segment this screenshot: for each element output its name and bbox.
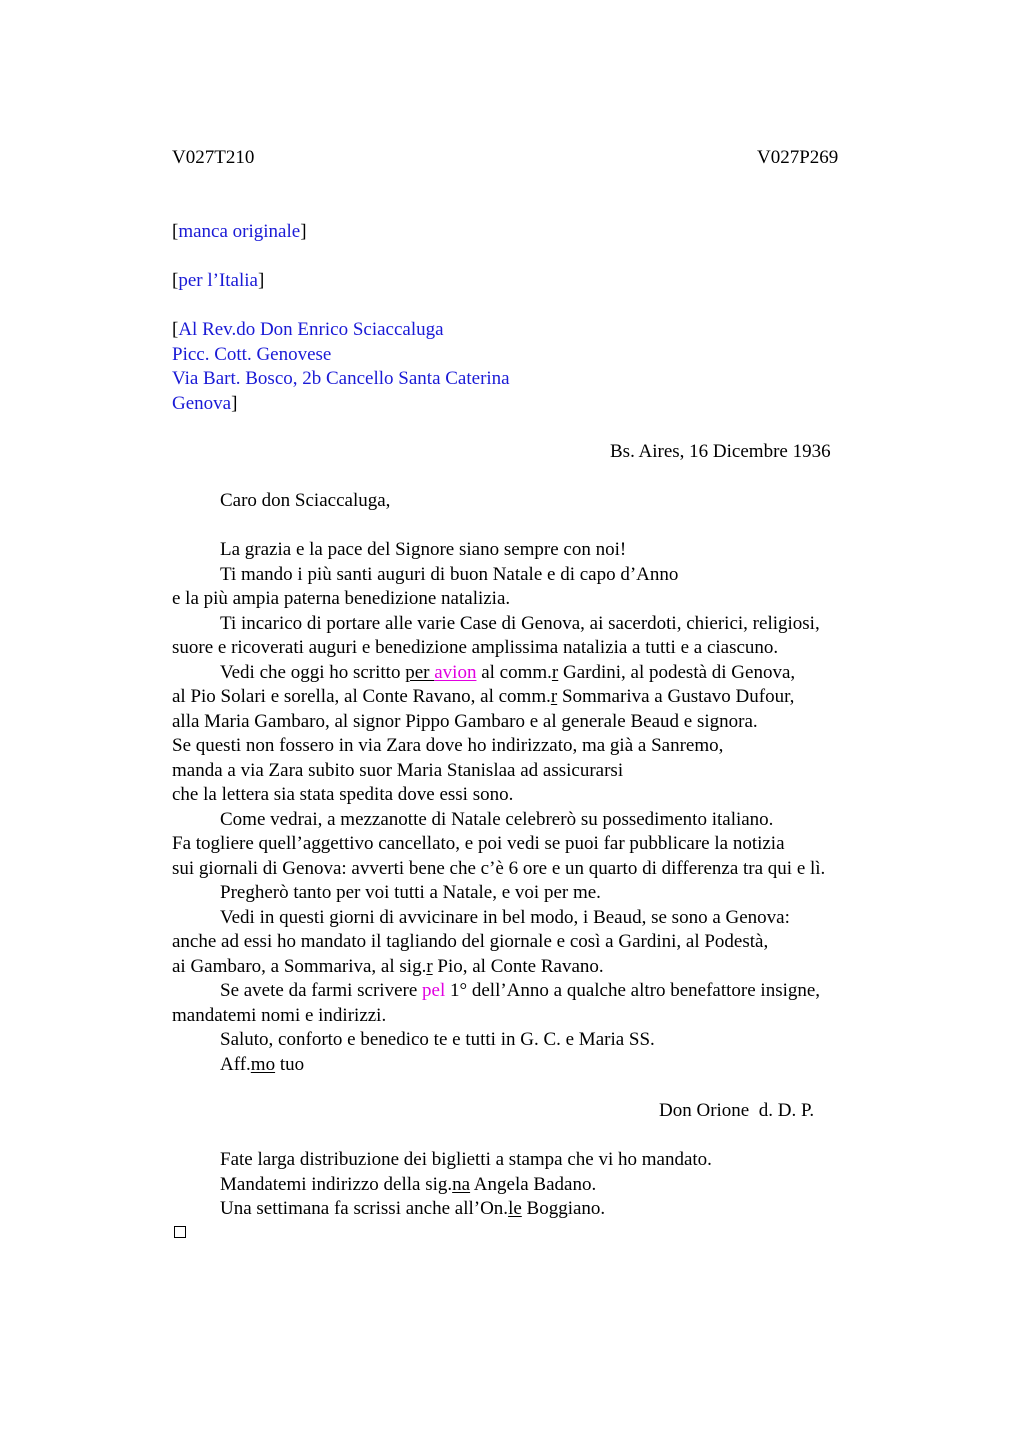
superscript-abbrev: r (550, 686, 558, 707)
body-line: manda a via Zara subito suor Maria Stanislaa ad assicurarsi (172, 759, 624, 781)
recipient-address (172, 318, 510, 416)
body-line: ai Gambaro, a Sommariva, al sig.r Pio, al Conte Ravano. (172, 955, 604, 977)
body-line: Ti mando i più santi auguri di buon Natale e di capo d’Anno (220, 563, 679, 585)
document-code-right: V027P269 (757, 147, 839, 168)
document-code-left: V027T210 (172, 147, 255, 168)
body-line: La grazia e la pace del Signore siano sempre con noi! (220, 539, 627, 560)
body-line: che la lettera sia stata spedita dove essi sono. (172, 784, 514, 805)
postscript-line: Una settimana fa scrissi anche all’On.le Boggiano. (220, 1198, 606, 1219)
highlighted-word: avion (434, 661, 477, 683)
body-line: Saluto, conforto e benedico te e tutti in G. C. e Maria SS. (220, 1029, 655, 1050)
letter-date: Bs. Aires, 16 Dicembre 1936 (610, 441, 831, 462)
letter-body (172, 538, 825, 1077)
body-line: al Pio Solari e sorella, al Conte Ravano, al comm.r Sommariva a Gustavo Dufour, (172, 686, 795, 707)
body-line: Come vedrai, a mezzanotte di Natale celebrerò su possedimento italiano. (220, 808, 774, 830)
body-line: Pregherò tanto per voi tutti a Natale, e voi per me. (220, 882, 601, 903)
body-line: e la più ampia paterna benedizione natalizia. (172, 588, 511, 609)
body-line: Se questi non fossero in via Zara dove ho indirizzato, ma già a Sanremo, (172, 735, 724, 756)
superscript-abbrev: na (452, 1173, 471, 1195)
editorial-note-missing-original: [manca originale] (172, 221, 307, 242)
body-line: Vedi in questi giorni di avvicinare in bel modo, i Beaud, se sono a Genova: (220, 906, 790, 928)
body-line: sui giornali di Genova: avverti bene che c’è 6 ore e un quarto di differenza tra qui e lì. (172, 857, 826, 879)
body-line: Se avete da farmi scrivere pel 1° dell’Anno a qualche altro benefattore insigne, (220, 980, 821, 1001)
body-line: alla Maria Gambaro, al signor Pippo Gambaro e al generale Beaud e signora. (172, 710, 758, 732)
closing-line: Aff.mo tuo (220, 1053, 305, 1075)
end-of-document-square-icon (174, 1226, 186, 1238)
editorial-note-destination: [per l’Italia] (172, 270, 265, 291)
superscript-abbrev: r (426, 955, 433, 977)
body-line: Fa togliere quell’aggettivo cancellato, e poi vedi se puoi far pubblicare la notizia (172, 833, 785, 854)
body-line: anche ad essi ho mandato il tagliando del giornale e così a Gardini, al Podestà, (172, 931, 769, 952)
superscript-abbrev: mo (250, 1053, 276, 1075)
address-line: Via Bart. Bosco, 2b Cancello Santa Caterina (172, 368, 510, 389)
body-line: Vedi che oggi ho scritto per avion al comm.r Gardini, al podestà di Genova, (220, 661, 796, 683)
body-line: suore e ricoverati auguri e benedizione amplissima natalizia a tutti e a ciascuno. (172, 637, 779, 658)
underlined-word: per (405, 661, 430, 683)
body-line: mandatemi nomi e indirizzi. (172, 1004, 387, 1026)
postscript-line: Fate larga distribuzione dei biglietti a stampa che vi ho mandato. (220, 1149, 712, 1170)
address-line: Picc. Cott. Genovese (172, 343, 332, 365)
missing-original-text: manca originale (178, 221, 301, 242)
highlighted-word: pel (422, 980, 446, 1001)
destination-text: per l’Italia (178, 270, 258, 291)
address-line: Genova] (172, 392, 238, 414)
superscript-abbrev: le (508, 1198, 522, 1219)
signature: Don Orione d. D. P. (659, 1100, 815, 1121)
postscript-line: Mandatemi indirizzo della sig.na Angela Badano. (220, 1173, 597, 1195)
letter-greeting: Caro don Sciaccaluga, (220, 490, 391, 511)
superscript-abbrev: r (551, 661, 559, 683)
address-line: [Al Rev.do Don Enrico Sciaccaluga (172, 319, 444, 340)
body-line: Ti incarico di portare alle varie Case di Genova, ai sacerdoti, chierici, religiosi, (220, 612, 820, 634)
postscript (172, 1148, 712, 1222)
